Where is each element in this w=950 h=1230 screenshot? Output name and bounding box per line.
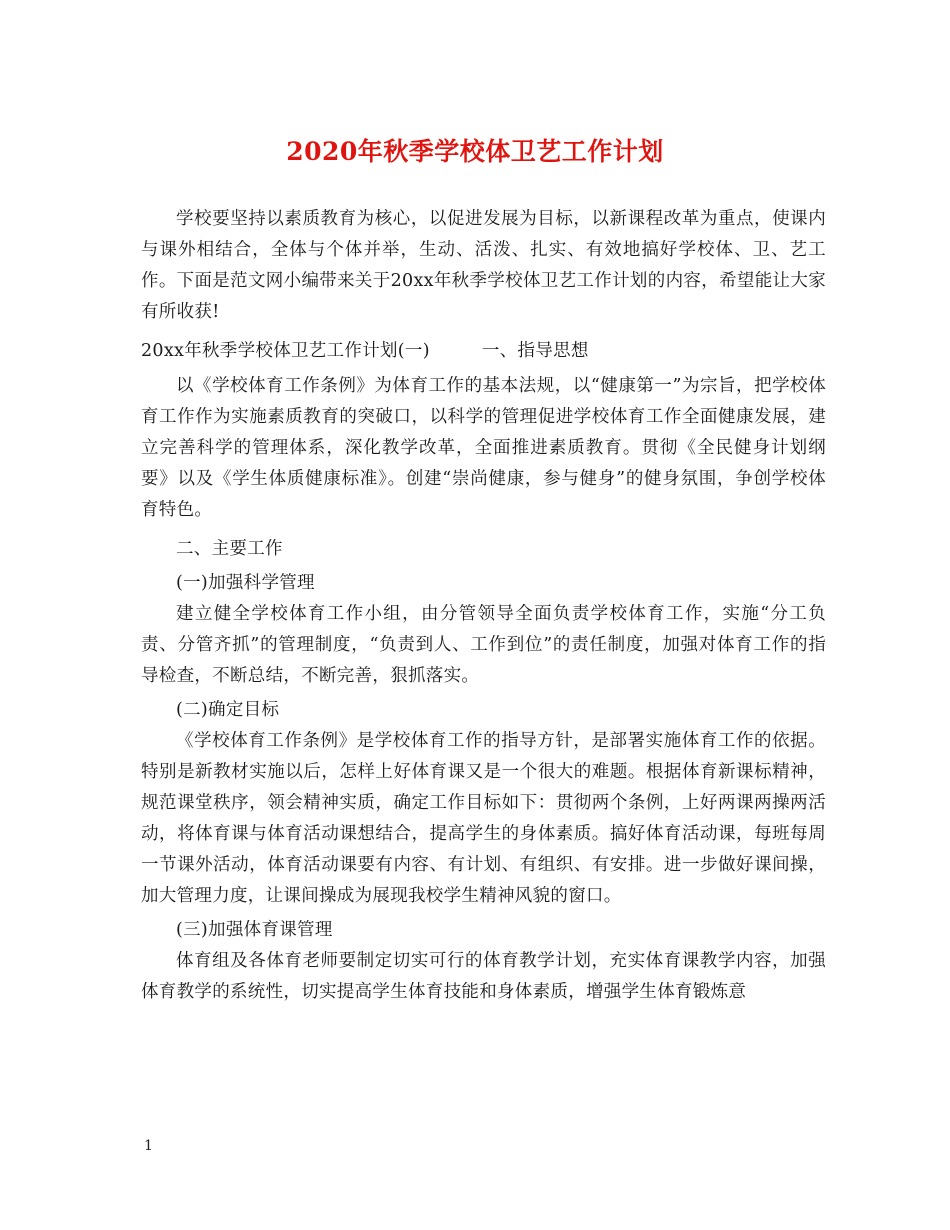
plan-heading: 20xx年秋季学校体卫艺工作计划(一) <box>141 341 430 361</box>
plan-heading-line <box>141 336 826 367</box>
sub2-heading: (二)确定目标 <box>176 700 280 720</box>
section1-paragraph: 以《学校体育工作条例》为体育工作的基本法规，以“健康第一”为宗旨，把学校体育工作作为实施素质教育的突破口，以科学的管理促进学校体育工作全面健康发展，建立完善科学的管理体系，深化教学改革，全面推进素质教育。贯彻《全民健身计划纲要》以及《学生体质健康标准》。创建“崇尚健康，参与健身”的健身氛围，争创学校体育特色。 <box>141 376 826 520</box>
sub1-heading: (一)加强科学管理 <box>176 573 315 593</box>
intro-paragraph: 学校要坚持以素质教育为核心，以促进发展为目标，以新课程改革为重点，使课内与课外相结合，全体与个体并举，生动、活泼、扎实、有效地搞好学校体、卫、艺工作。下面是范文网小编带来关于20xx年秋季学校体卫艺工作计划的内容，希望能让大家有所收获! <box>141 209 826 322</box>
sub1-paragraph: 建立健全学校体育工作小组，由分管领导全面负责学校体育工作，实施“分工负责、分管齐抓”的管理制度，“负责到人、工作到位”的责任制度，加强对体育工作的指导检查，不断总结，不断完善，狠抓落实。 <box>141 604 826 686</box>
sub2-paragraph: 《学校体育工作条例》是学校体育工作的指导方针，是部署实施体育工作的依据。特别是新教材实施以后，怎样上好体育课又是一个很大的难题。根据体育新课标精神，规范课堂秩序，领会精神实质，确定工作目标如下：贯彻两个条例，上好两课两操两活动，将体育课与体育活动课想结合，提高学生的身体素质。搞好体育活动课，每班每周一节课外活动，体育活动课要有内容、有计划、有组织、有安排。进一步做好课间操，加大管理力度，让课间操成为展现我校学生精神风貌的窗口。 <box>141 731 826 906</box>
page-number: 1 <box>144 1138 153 1154</box>
document-title: 2020年秋季学校体卫艺工作计划 <box>286 137 664 166</box>
section1-heading: 一、指导思想 <box>481 341 589 361</box>
section2-heading: 二、主要工作 <box>176 539 283 559</box>
sub3-heading: (三)加强体育课管理 <box>176 920 333 940</box>
document-body <box>141 204 826 1008</box>
sub3-paragraph: 体育组及各体育老师要制定切实可行的体育教学计划，充实体育课教学内容，加强体育教学的系统性，切实提高学生体育技能和身体素质，增强学生体育锻炼意 <box>141 951 826 1002</box>
